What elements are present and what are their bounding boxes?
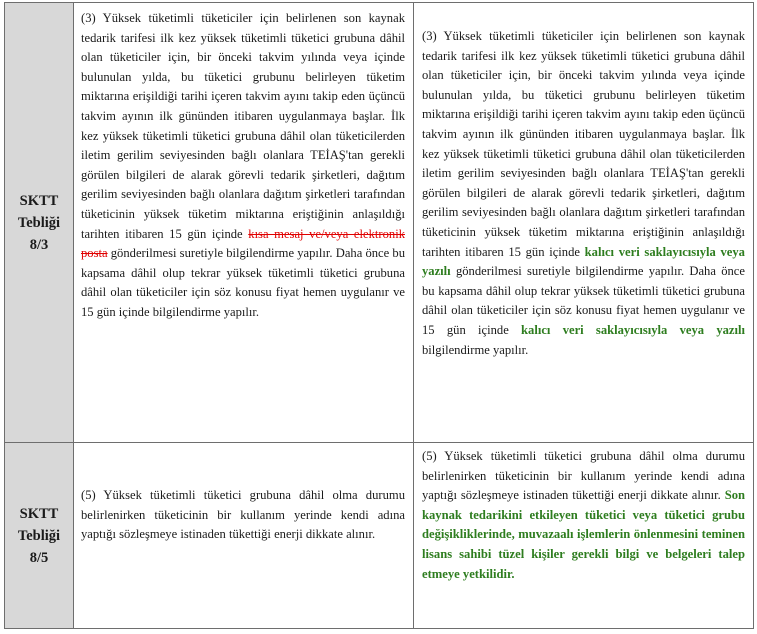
new-text-part2: gönderilmesi suretiyle bilgilendirme yapılır. Daha önce bu kapsama dâhil olup tekrar yüksek tüketimli tüketici grubuna dâhil olan tüketiciler için söz konusu fiyat hemen uygulanır ve 15 gün içinde — [422, 264, 745, 337]
inserted-text: kalıcı veri saklayıcısıyla veya yazılı — [521, 322, 745, 337]
inserted-text: kalıcı veri saklayıcısıyla veya yazılı — [422, 244, 745, 279]
new-text-8-5 — [414, 443, 754, 629]
table-row — [5, 3, 754, 443]
label-line: Tebliği — [17, 214, 61, 231]
new-text-part3: bilgilendirme yapılır. — [422, 342, 529, 357]
row-label-8-3 — [5, 3, 74, 443]
old-text-8-3 — [74, 3, 414, 443]
new-text-8-3 — [414, 3, 754, 443]
inserted-text: Son kaynak tedarikini etkileyen tüketici veya tüketici grubu değişikliklerinde, muvazaalı işlemlerin önlenmesini teminen lisans sahibi tüzel kişiler gerekli bilgi ve belgeleri talep etmeye yetkilidir. — [422, 488, 745, 581]
old-text: (5) Yüksek tüketimli tüketici grubuna dâhil olma durumu belirlenirken tüketicinin bir kullanım yerinde kendi adına yaptığı sözleşmeye istinaden tükettiği enerji dikkate alınır. — [81, 488, 405, 542]
new-text-part1: (3) Yüksek tüketimli tüketiciler için belirlenen son kaynak tedarik tarifesi ilk kez yüksek tüketimli tüketici grubuna dâhil olan tüketiciler için, bir önceki takvim yılında veya içinde bulunulan yılda, bu tüketici grubunu belirleyen tüketim miktarına erişildiği tarihi içeren takvim ayını takip eden üçüncü takvim ayının ilk gününden itibaren uygulanmaya başlar. İlk kez yüksek tüketimli tüketici grubuna dâhil olan tüketicilerden iletim gerilim seviyesinden bağlı olanlara TEİAŞ'tan gerekli görülen bilgileri de alarak görevli tedarik şirketleri, dağıtım gerilim seviyesinden bağlı olanlara dağıtım şirketleri tarafından tüketicinin yüksek tüketim miktarına eriştiğinin anlaşıldığı tarihten itibaren 15 gün içinde — [422, 29, 745, 259]
deleted-text: kısa mesaj ve/veya elektronik posta — [81, 226, 405, 261]
label-line: SKTT — [19, 505, 59, 522]
label-line: Tebliği — [17, 527, 61, 544]
new-text-part1: (5) Yüksek tüketimli tüketici grubuna dâhil olma durumu belirlenirken tüketicinin bir kullanım yerinde kendi adına yaptığı sözleşmeye istinaden tükettiği enerji dikkate alınır. — [422, 449, 745, 503]
old-text-before: (3) Yüksek tüketimli tüketiciler için belirlenen son kaynak tedarik tarifesi ilk kez yüksek tüketimli tüketici grubuna dâhil olan tüketiciler için, bir önceki takvim yılında veya içinde bulunulan yılda, bu tüketici grubunu belirleyen tüketim miktarına erişildiği tarihi içeren takvim ayını takip eden üçüncü takvim ayının ilk gününden itibaren uygulanmaya başlar. İlk kez yüksek tüketimli tüketici grubuna dâhil olan tüketicilerden iletim gerilim seviyesinden bağlı olanlara TEİAŞ'tan gerekli görülen bilgileri de alarak görevli tedarik şirketleri, dağıtım gerilim seviyesinden bağlı olanlara dağıtım şirketleri tarafından tüketicinin yüksek tüketim miktarına eriştiğinin anlaşıldığı tarihten itibaren 15 gün içinde — [81, 11, 405, 241]
table-row — [5, 443, 754, 629]
old-text-8-5 — [74, 443, 414, 629]
row-label-8-5 — [5, 443, 74, 629]
label-line: SKTT — [19, 192, 59, 209]
label-line: 8/5 — [29, 549, 49, 566]
label-line: 8/3 — [29, 236, 49, 253]
comparison-table — [4, 2, 754, 629]
old-text-after: gönderilmesi suretiyle bilgilendirme yapılır. Daha önce bu kapsama dâhil olup tekrar yüksek tüketimli tüketici grubuna dâhil olan tüketiciler için söz konusu fiyat hemen uygulanır ve 15 gün içinde bilgilendirme yapılır. — [81, 246, 405, 319]
